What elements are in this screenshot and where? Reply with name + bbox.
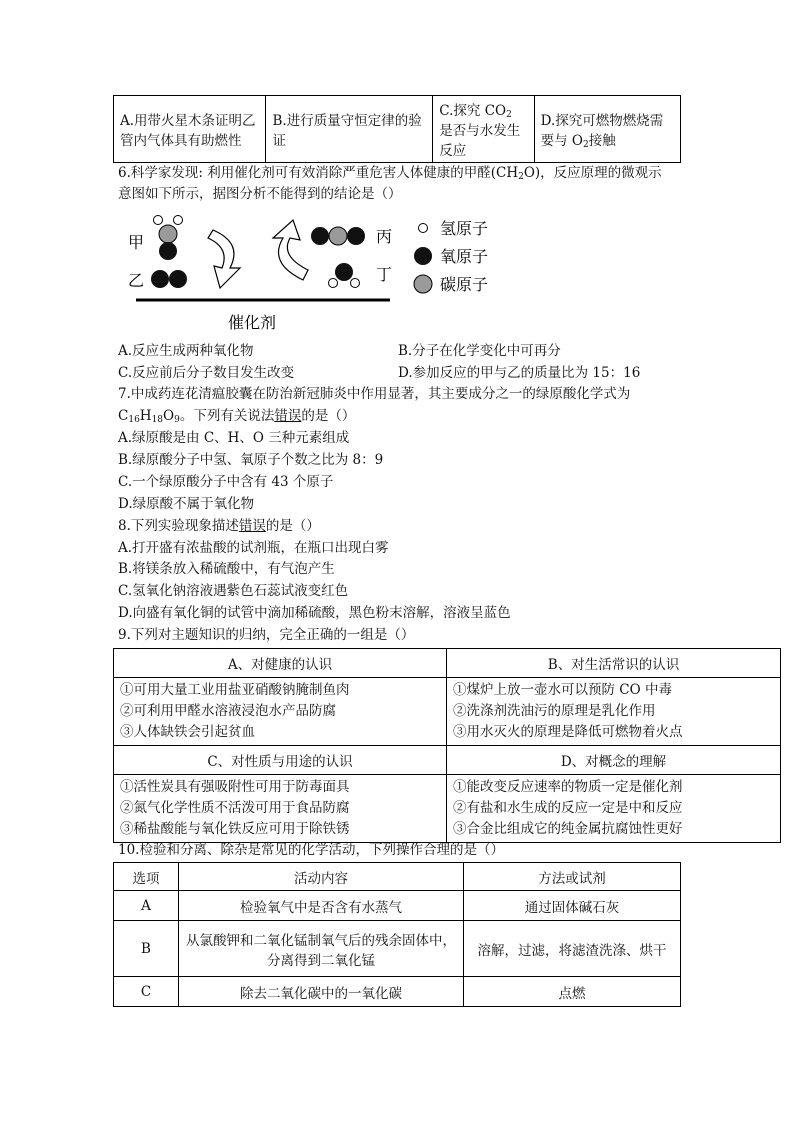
label-ding: 丁 <box>376 265 393 284</box>
q9-d-title: D、对概念的理解 <box>447 746 781 775</box>
atom-hydrogen <box>174 216 183 225</box>
curved-arrow-icon <box>273 220 308 280</box>
q9-a-title: A、对健康的认识 <box>114 649 447 678</box>
q10-row-a-content: 检验氧气中是否含有水蒸气 <box>179 891 464 921</box>
atom-oxygen <box>159 242 177 260</box>
legend-hydrogen-icon <box>419 224 428 233</box>
q10-row-b-method: 溶解，过滤，将滤渣洗涤、烘干 <box>464 921 681 977</box>
q9-d-items: ①能改变反应速率的物质一定是催化剂 ②有盐和水生成的反应一定是中和反应 ③合金比组成它的纯金属抗腐蚀性更好 <box>447 775 781 843</box>
q9-c-items: ①活性炭具有强吸附性可用于防毒面具 ②氮气化学性质不活泼可用于食品防腐 ③稀盐酸能与氧化铁反应可用于除铁锈 <box>114 775 447 843</box>
table-row <box>114 921 681 977</box>
label-yi: 乙 <box>128 271 145 290</box>
atom-oxygen <box>347 227 365 245</box>
q7-option-d: D.绿原酸不属于氧化物 <box>118 496 255 512</box>
q5-option-a: A.用带火星木条证明乙管内气体具有助燃性 <box>114 96 266 163</box>
q9-b-title: B、对生活常识的认识 <box>447 649 781 678</box>
q9-c-title: C、对性质与用途的认识 <box>114 746 447 775</box>
q6-option-b: B.分子在化学变化中可再分 <box>398 343 561 359</box>
q8-option-b: B.将镁条放入稀硫酸中，有气泡产生 <box>118 561 335 577</box>
atom-hydrogen <box>154 216 163 225</box>
atom-carbon <box>329 227 347 245</box>
q10-row-c-option: C <box>114 977 179 1007</box>
q7-option-b: B.绿原酸分子中氢、氧原子个数之比为 8：9 <box>118 452 384 468</box>
label-jia: 甲 <box>128 233 145 252</box>
label-bing: 丙 <box>376 227 393 246</box>
table-row <box>114 649 781 678</box>
table-row <box>114 977 681 1007</box>
q7-stem-line2: $C_{16}H_{18}O_9$。下列有关说法错误的是（） <box>118 408 356 425</box>
table-row <box>114 96 681 163</box>
q9-a-items: ①可用大量工业用盐亚硝酸钠腌制鱼肉 ②可利用甲醛水溶液浸泡水产品防腐 ③人体缺铁会引起贫血 <box>114 678 447 746</box>
q9-table <box>113 648 781 843</box>
legend-hydrogen: 氢原子 <box>440 219 489 238</box>
q8-stem: 8.下列实验现象描述错误的是（） <box>118 518 320 534</box>
q10-row-a-method: 通过固体碱石灰 <box>464 891 681 921</box>
q10-row-c-method: 点燃 <box>464 977 681 1007</box>
q7-option-a: A.绿原酸是由 C、H、O 三种元素组成 <box>118 430 350 446</box>
atom-oxygen <box>169 270 187 288</box>
atom-hydrogen <box>351 279 360 288</box>
legend-oxygen: 氧原子 <box>440 247 489 266</box>
atom-carbon <box>159 225 177 243</box>
q6-option-a: A.反应生成两种氧化物 <box>118 343 254 359</box>
q5-option-d: D.探究可燃物燃烧需要与 $O_2$接触 <box>534 96 680 163</box>
atom-oxygen <box>335 263 353 281</box>
q5-option-c: C.探究 $CO_2$ 是否与水发生反应 <box>433 96 534 163</box>
q5-options-table <box>113 95 681 163</box>
q8-option-d: D.向盛有氧化铜的试管中滴加稀硫酸，黑色粉末溶解，溶液呈蓝色 <box>118 605 511 621</box>
atom-oxygen <box>311 227 329 245</box>
q8-option-c: C.氢氧化钠溶液遇紫色石蕊试液变红色 <box>118 583 349 599</box>
reaction-diagram <box>118 208 518 338</box>
q6-option-d: D.参加反应的甲与乙的质量比为 15：16 <box>398 365 641 381</box>
q10-table <box>113 862 681 1007</box>
q10-row-a-option: A <box>114 891 179 921</box>
table-row <box>114 775 781 843</box>
table-row <box>114 891 681 921</box>
q10-stem: 10.检验和分离、除杂是常见的化学活动，下列操作合理的是（） <box>118 842 504 858</box>
table-row <box>114 863 681 891</box>
legend-carbon-icon <box>414 275 432 293</box>
legend-carbon: 碳原子 <box>440 275 489 294</box>
q10-row-b-option: B <box>114 921 179 977</box>
table-row <box>114 746 781 775</box>
atom-oxygen <box>151 270 169 288</box>
q8-option-a: A.打开盛有浓盐酸的试剂瓶，在瓶口出现白雾 <box>118 540 389 556</box>
q6-stem-line1: 6.科学家发现: 利用催化剂可有效消除严重危害人体健康的甲醛$(CH_2O)$，反应原理的微观示 <box>118 165 662 182</box>
catalyst-label: 催化剂 <box>228 313 277 332</box>
q7-option-c: C.一个绿原酸分子中含有 43 个原子 <box>118 474 334 490</box>
q10-header-content: 活动内容 <box>179 863 464 891</box>
q9-b-items: ①煤炉上放一壶水可以预防 CO 中毒 ②洗涤剂洗油污的原理是乳化作用 ③用水灭火的原理是降低可燃物着火点 <box>447 678 781 746</box>
curved-arrow-icon <box>208 230 240 288</box>
q10-header-option: 选项 <box>114 863 179 891</box>
q10-row-c-content: 除去二氧化碳中的一氧化碳 <box>179 977 464 1007</box>
q7-stem-line1: 7.中成药连花清瘟胶囊在防治新冠肺炎中作用显著，其主要成分之一的绿原酸化学式为 <box>118 386 631 402</box>
q5-option-b: B.进行质量守恒定律的验证 <box>266 96 433 163</box>
q6-option-c: C.反应前后分子数目发生改变 <box>118 365 295 381</box>
q10-header-method: 方法或试剂 <box>464 863 681 891</box>
table-row <box>114 678 781 746</box>
q6-stem-line2: 意图如下所示，据图分析不能得到的结论是（） <box>118 186 402 202</box>
q10-row-b-content: 从氯酸钾和二氧化锰制氧气后的残余固体中， 分离得到二氧化锰 <box>179 921 464 977</box>
q9-stem: 9.下列对主题知识的归纳，完全正确的一组是（） <box>118 627 415 643</box>
atom-hydrogen <box>329 279 338 288</box>
legend-oxygen-icon <box>414 247 432 265</box>
